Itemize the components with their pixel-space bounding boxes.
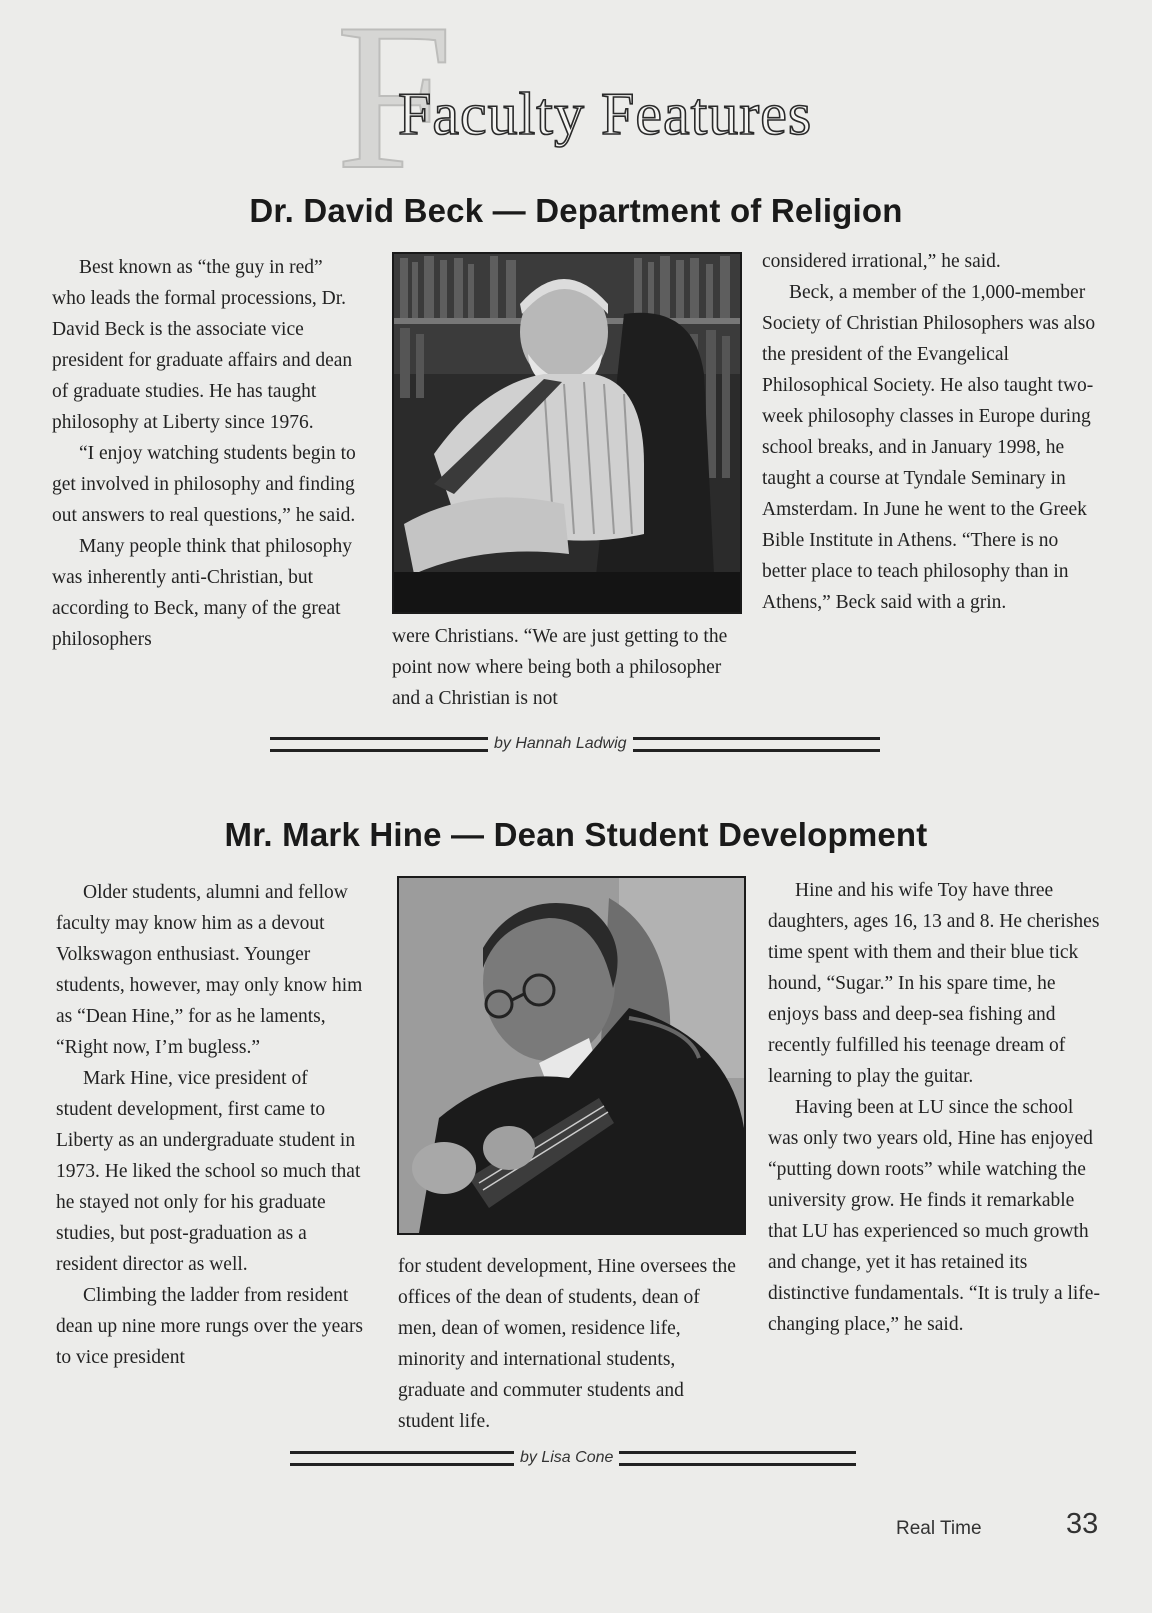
paragraph: Hine and his wife Toy have three daughters, ages 16, 13 and 8. He cherishes time spent with them and their blue tick hound, “Sugar.” In his spare time, he enjoys bass and deep-sea fishing and recently fulfilled his teenage dream of learning to play the guitar. — [768, 880, 1100, 1087]
david-beck-photo-image — [394, 254, 740, 612]
paragraph: Older students, alumni and fellow faculty may know him as a devout Volkswagon enthusiast. Younger students, however, may only know him as “Dean Hine,” for as he laments, “Right now, I’m bugless.” — [56, 882, 363, 1058]
page-title: Faculty Features — [398, 81, 813, 147]
feature-heading-hine: Mr. Mark Hine — Dean Student Development — [224, 816, 928, 853]
feature-heading-beck: Dr. David Beck — Department of Religion — [249, 192, 903, 229]
beck-column-1 — [52, 252, 360, 655]
paragraph: Best known as “the guy in red” who leads the formal processions, Dr. David Beck is the associate vice president for graduate affairs and dean of graduate studies. He has taught philosophy at Liberty since 1976. — [52, 257, 353, 433]
byline-beck: by Hannah Ladwig — [488, 735, 633, 753]
page-number: 33 — [1066, 1508, 1099, 1540]
decorative-drop-letter: F — [336, 0, 453, 213]
footer-publication-label: Real Time — [896, 1518, 982, 1539]
beck-column-2 — [392, 621, 738, 714]
paragraph: Having been at LU since the school was only two years old, Hine has enjoyed “putting down roots” while watching the university grow. He finds it remarkable that LU has experienced so much growth and change, yet it has retained its distinctive fundamentals. “It is truly a life-changing place,” he said. — [768, 1097, 1100, 1335]
beck-column-3 — [762, 246, 1097, 618]
paragraph: Beck, a member of the 1,000-member Society of Christian Philosophers was also the president of the Evangelical Philosophical Society. He also taught two-week philosophy classes in Europe during school breaks, and in January 1998, he taught a course at Tyndale Seminary in Amsterdam. In June he went to the Greek Bible Institute in Athens. “There is no better place to teach philosophy than in Athens,” Beck said with a grin. — [762, 282, 1096, 613]
photo-david-beck — [392, 252, 742, 614]
photo-mark-hine — [397, 876, 746, 1235]
hine-column-2 — [398, 1251, 742, 1437]
paragraph: Many people think that philosophy was inherently anti-Christian, but according to Beck, many of the great philosophers — [52, 536, 352, 650]
paragraph: for student development, Hine oversees the offices of the dean of students, dean of men, dean of women, residence life, minority and international students, graduate and commuter students and student life. — [398, 1256, 736, 1432]
paragraph: were Christians. “We are just getting to the point now where being both a philosopher and a Christian is not — [392, 626, 728, 709]
hine-column-1 — [56, 877, 368, 1373]
hine-column-3 — [768, 875, 1102, 1340]
paragraph: considered irrational,” he said. — [762, 251, 1001, 272]
paragraph: Climbing the ladder from resident dean up nine more rungs over the years to vice president — [56, 1285, 364, 1368]
byline-hine: by Lisa Cone — [514, 1449, 619, 1467]
paragraph: “I enjoy watching students begin to get involved in philosophy and finding out answers to real questions,” he said. — [52, 443, 356, 526]
mark-hine-photo-image — [399, 878, 744, 1233]
paragraph: Mark Hine, vice president of student development, first came to Liberty as an undergraduate student in 1973. He liked the school so much that he stayed not only for his graduate studies, but post-graduation as a resident director as well. — [56, 1068, 361, 1275]
